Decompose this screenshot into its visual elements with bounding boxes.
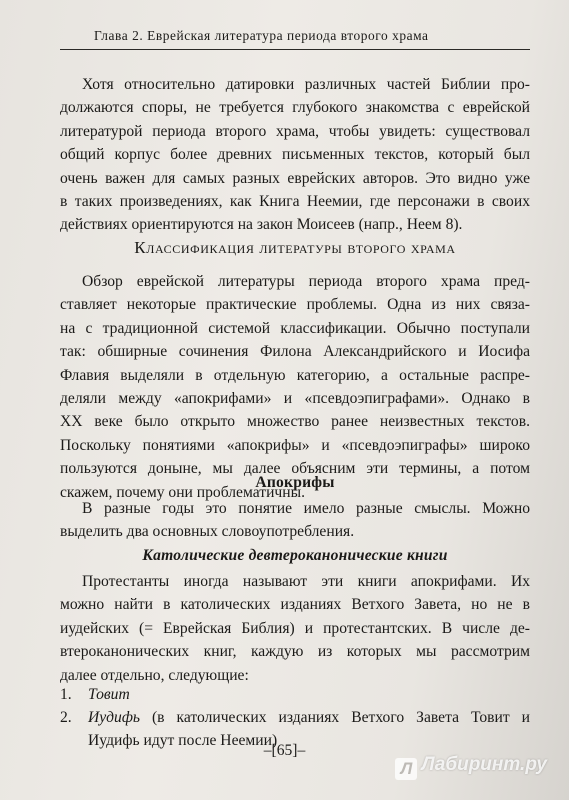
text-line: в таких произведениях, как Книга Неемии, где персонажи в своих <box>60 192 530 210</box>
list-line: Иудифь идут после Неемии) <box>88 732 278 750</box>
running-head: Глава 2. Еврейская литература периода второго храма <box>60 22 530 50</box>
list-title: Иудифь <box>88 709 140 726</box>
text-line: Поскольку понятиями «апокрифы» и «псевдоэпиграфы» широко <box>60 436 530 454</box>
text-line: деляли между «апокрифами» и «псевдоэпиграфами». Однако в <box>60 389 530 407</box>
paragraph-deuterocanonical <box>60 570 530 687</box>
text-line: литературой периода второго храма, чтобы увидеть: существовал <box>60 122 530 140</box>
paragraph-classification <box>60 270 530 504</box>
list-line: (в католических изданиях Ветхого Завета Товит и <box>140 709 530 726</box>
text-line: В разные годы это понятие имело разные смыслы. Можно <box>82 500 530 517</box>
text-line: так: обширные сочинения Филона Александрийского и Иосифа <box>60 343 530 361</box>
text-line: должаются споры, не требуется глубокого знакомства с еврейской <box>60 99 530 117</box>
text-line: иудейских (= Еврейская Библия) и протестантских. В числе де- <box>60 619 530 637</box>
text-line: общий корпус более древних письменных текстов, который был <box>60 146 530 164</box>
text-line: Флавия выделяли в отдельную категорию, а остальные распре- <box>60 366 530 384</box>
text-line: на с традиционной системой классификации. Обычно поступали <box>60 319 530 337</box>
text-line: можно найти в католических изданиях Ветхого Завета, но не в <box>60 596 530 614</box>
text-line: выделить два основных словоупотребления. <box>60 523 355 541</box>
text-line: втероканонических книг, каждую из которых мы рассмотрим <box>60 643 530 661</box>
heading-deuterocanonical: Католические девтероканонические книги <box>142 547 448 564</box>
text-line: далее отдельно, следующие: <box>60 666 249 684</box>
text-line: XX веке было открыто множество ранее неизвестных текстов. <box>60 413 530 431</box>
paragraph-dating <box>60 73 530 237</box>
publisher-watermark <box>395 754 547 780</box>
labirint-logo-icon: Л <box>395 758 417 780</box>
heading-classification: Классификация литературы второго храма <box>134 238 456 257</box>
paragraph-apocrypha <box>60 497 530 544</box>
text-line: Хотя относительно датировки различных частей Библии про- <box>82 76 530 93</box>
watermark-text: Лабиринт.ру <box>421 754 547 775</box>
text-line: ставляет некоторые практические проблемы. Одна из них связа- <box>60 296 530 314</box>
text-line: пользуются доныне, мы далее объясним эти термины, а потом <box>60 460 530 478</box>
list-number: 2. <box>60 709 72 726</box>
text-line: Обзор еврейской литературы периода второго храма пред- <box>82 273 530 290</box>
heading-apocrypha: Апокрифы <box>255 474 335 491</box>
list-number: 1. <box>60 686 72 703</box>
list-title: Товит <box>88 686 130 703</box>
text-line: действиях ориентируются на закон Моисеев (напр., Неем 8). <box>60 216 463 234</box>
text-line: скажем, почему они проблематичны. <box>60 483 305 501</box>
page-number: –[65]– <box>263 742 306 759</box>
text-line: Протестанты иногда называют эти книги апокрифами. Их <box>82 573 530 590</box>
text-line: очень важен для самых разных еврейских авторов. Это видно уже <box>60 169 530 187</box>
